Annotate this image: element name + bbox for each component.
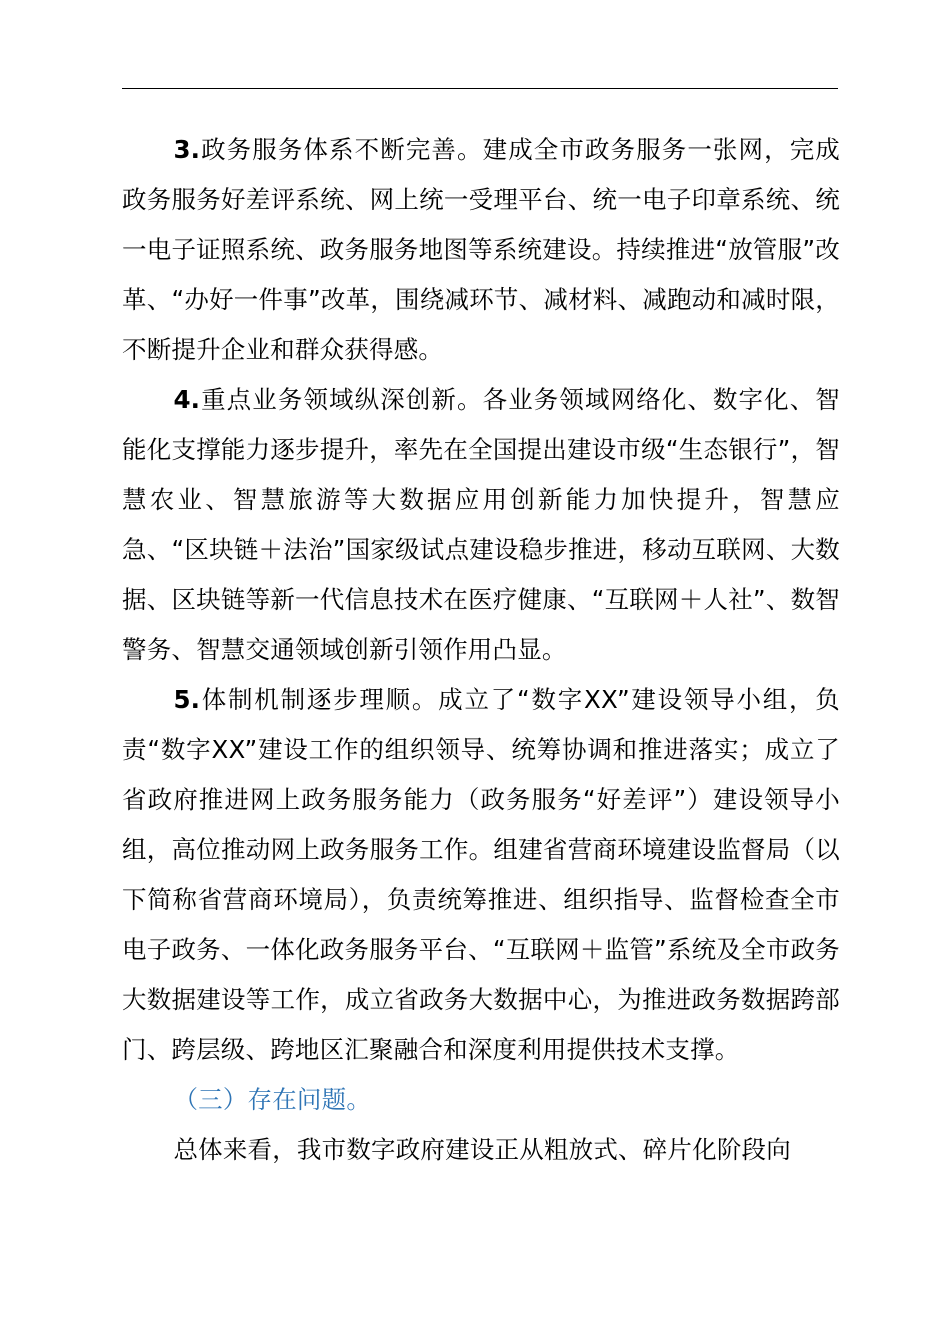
paragraph-text: 政务服务体系不断完善。建成全市政务服务一张网，完成政务服务好差评系统、网上统一受理平台、统一电子印章系统、统一电子证照系统、政务服务地图等系统建设。持续推进“放管服”改革、“办好一件事”改革，围绕减环节、减材料、减跑动和减时限，不断提升企业和群众获得感。	[122, 135, 840, 364]
paragraph-3	[122, 125, 840, 375]
closing-paragraph: 总体来看，我市数字政府建设正从粗放式、碎片化阶段向	[173, 1135, 791, 1164]
paragraph-number: 4.	[173, 385, 201, 414]
document-body	[122, 125, 840, 1175]
paragraph-number: 3.	[173, 135, 201, 164]
paragraph-text: 体制机制逐步理顺。成立了“数字XX”建设领导小组，负责“数字XX”建设工作的组织领导、统筹协调和推进落实；成立了省政府推进网上政务服务能力（政务服务“好差评”）建设领导小组，高位推动网上政务服务工作。组建省营商环境建设监督局（以下简称省营商环境局），负责统筹推进、组织指导、监督检查全市电子政务、一体化政务服务平台、“互联网＋监管”系统及全市政务大数据建设等工作，成立省政务大数据中心，为推进政务数据跨部门、跨层级、跨地区汇聚融合和深度利用提供技术支撑。	[122, 685, 840, 1064]
section-heading: （三）存在问题。	[173, 1085, 372, 1114]
header-rule	[122, 88, 838, 89]
paragraph-text: 重点业务领域纵深创新。各业务领域网络化、数字化、智能化支撑能力逐步提升，率先在全国提出建设市级“生态银行”，智慧农业、智慧旅游等大数据应用创新能力加快提升，智慧应急、“区块链＋法治”国家级试点建设稳步推进，移动互联网、大数据、区块链等新一代信息技术在医疗健康、“互联网＋人社”、数智警务、智慧交通领域创新引领作用凸显。	[122, 385, 840, 664]
paragraph-4	[122, 375, 840, 675]
paragraph-5	[122, 675, 840, 1075]
paragraph-number: 5.	[173, 685, 201, 714]
